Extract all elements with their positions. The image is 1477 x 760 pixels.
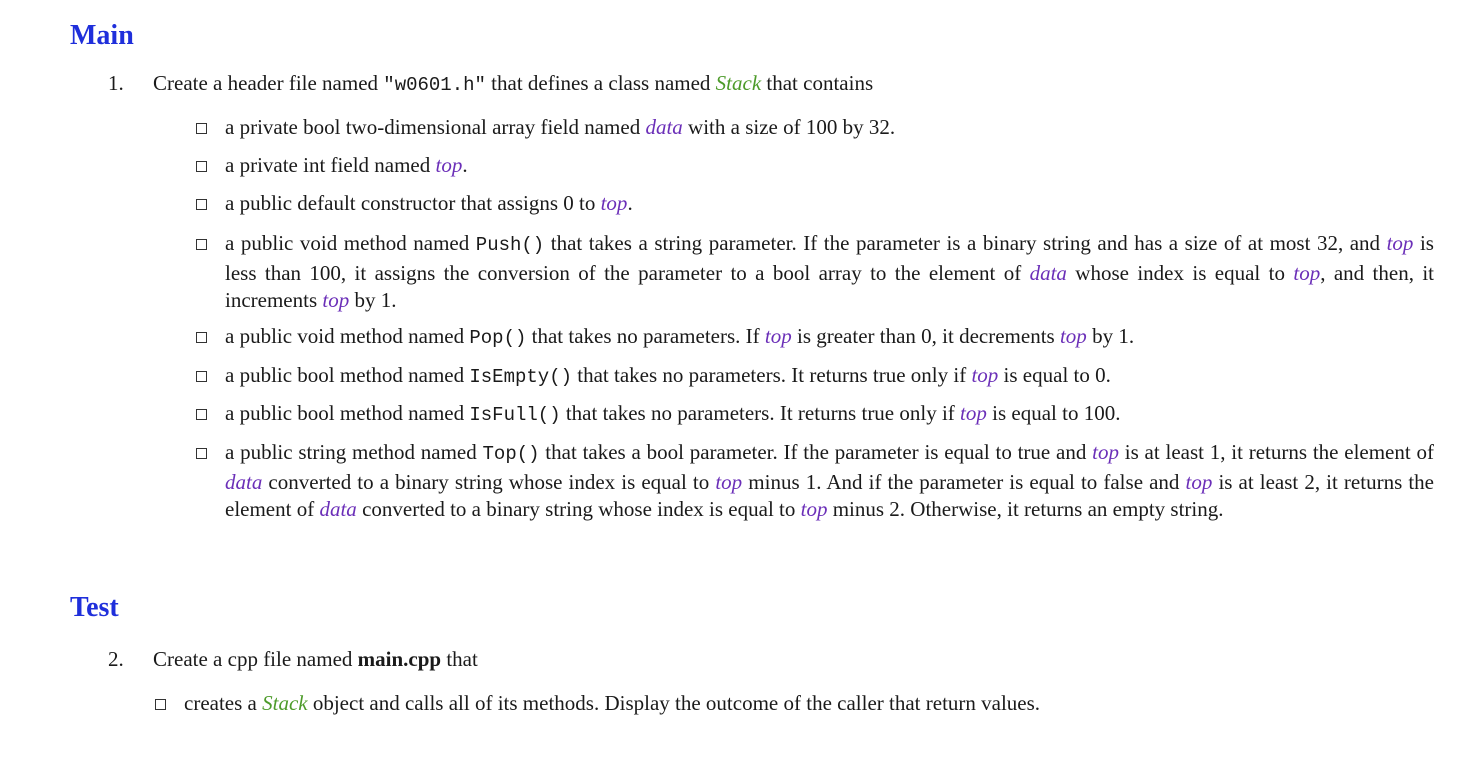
checklist-item: a private bool two-dimensional array field named data with a size of 100 by 32. <box>196 114 1434 142</box>
identifier: top <box>1185 469 1213 494</box>
checklist-item: a public void method named Pop() that takes no parameters. If top is greater than 0, it decrements top by 1. <box>196 323 1434 353</box>
identifier: top <box>1059 324 1087 348</box>
file-name: "w0601.h" <box>383 74 486 96</box>
method-name: IsFull() <box>469 404 561 426</box>
step-number: 2. <box>108 647 124 671</box>
identifier: data <box>319 497 357 521</box>
step-number: 1. <box>108 71 124 95</box>
checkbox-icon <box>196 371 207 382</box>
checkbox-icon <box>196 448 207 459</box>
checkbox-icon <box>155 699 166 710</box>
section-title-test: Test <box>70 592 119 623</box>
method-name: Pop() <box>469 327 527 349</box>
method-name: IsEmpty() <box>469 366 572 388</box>
checkbox-icon <box>196 239 207 250</box>
identifier: top <box>1293 260 1321 285</box>
checkbox-icon <box>196 332 207 343</box>
checklist-item: a public default constructor that assigns 0 to top. <box>196 190 1434 218</box>
file-name: main.cpp <box>357 647 442 671</box>
checklist-item: a public bool method named IsFull() that takes no parameters. It returns true only if top is equal to 100. <box>196 400 1434 430</box>
checklist-item: creates a Stack object and calls all of its methods. Display the outcome of the caller that return values. <box>155 690 1435 718</box>
method-name: Top() <box>482 443 540 465</box>
identifier: data <box>645 115 683 139</box>
identifier: top <box>800 497 828 521</box>
section-title-main: Main <box>70 20 134 51</box>
checkbox-icon <box>196 199 207 210</box>
identifier: top <box>1386 231 1414 255</box>
class-name: Stack <box>262 691 308 715</box>
checklist-item: a public void method named Push() that takes a string parameter. If the parameter is a binary string and has a size of at most 32, and top is less than 100, it assigns the conversion of the parameter to a bool array to the element of data whose index is equal to top, and then, it increments top by 1. <box>196 230 1434 315</box>
identifier: data <box>1029 260 1067 285</box>
identifier: top <box>960 401 987 425</box>
identifier: data <box>225 469 263 494</box>
identifier: top <box>764 324 792 348</box>
step-text: Create a cpp file named main.cpp that <box>153 647 478 671</box>
identifier: top <box>1092 440 1119 464</box>
step-text: Create a header file named "w0601.h" that defines a class named Stack that contains <box>153 71 874 96</box>
identifier: top <box>715 469 743 494</box>
checklist-item: a private int field named top. <box>196 152 1434 180</box>
checkbox-icon <box>196 409 207 420</box>
checklist-item: a public bool method named IsEmpty() that takes no parameters. It returns true only if top is equal to 0. <box>196 362 1434 392</box>
checkbox-icon <box>196 123 207 134</box>
identifier: top <box>435 153 463 177</box>
class-name: Stack <box>715 71 762 95</box>
identifier: top <box>600 191 628 215</box>
identifier: top <box>322 288 350 312</box>
checklist-item: a public string method named Top() that takes a bool parameter. If the parameter is equal to true and top is at least 1, it returns the element of data converted to a binary string whose index is equal to top minus 1. And if the parameter is equal to false and top is at least 2, it returns the element of data converted to a binary string whose index is equal to top minus 2. Otherwise, it returns an empty string. <box>196 439 1434 524</box>
checkbox-icon <box>196 161 207 172</box>
identifier: top <box>971 363 999 387</box>
method-name: Push() <box>475 234 545 256</box>
